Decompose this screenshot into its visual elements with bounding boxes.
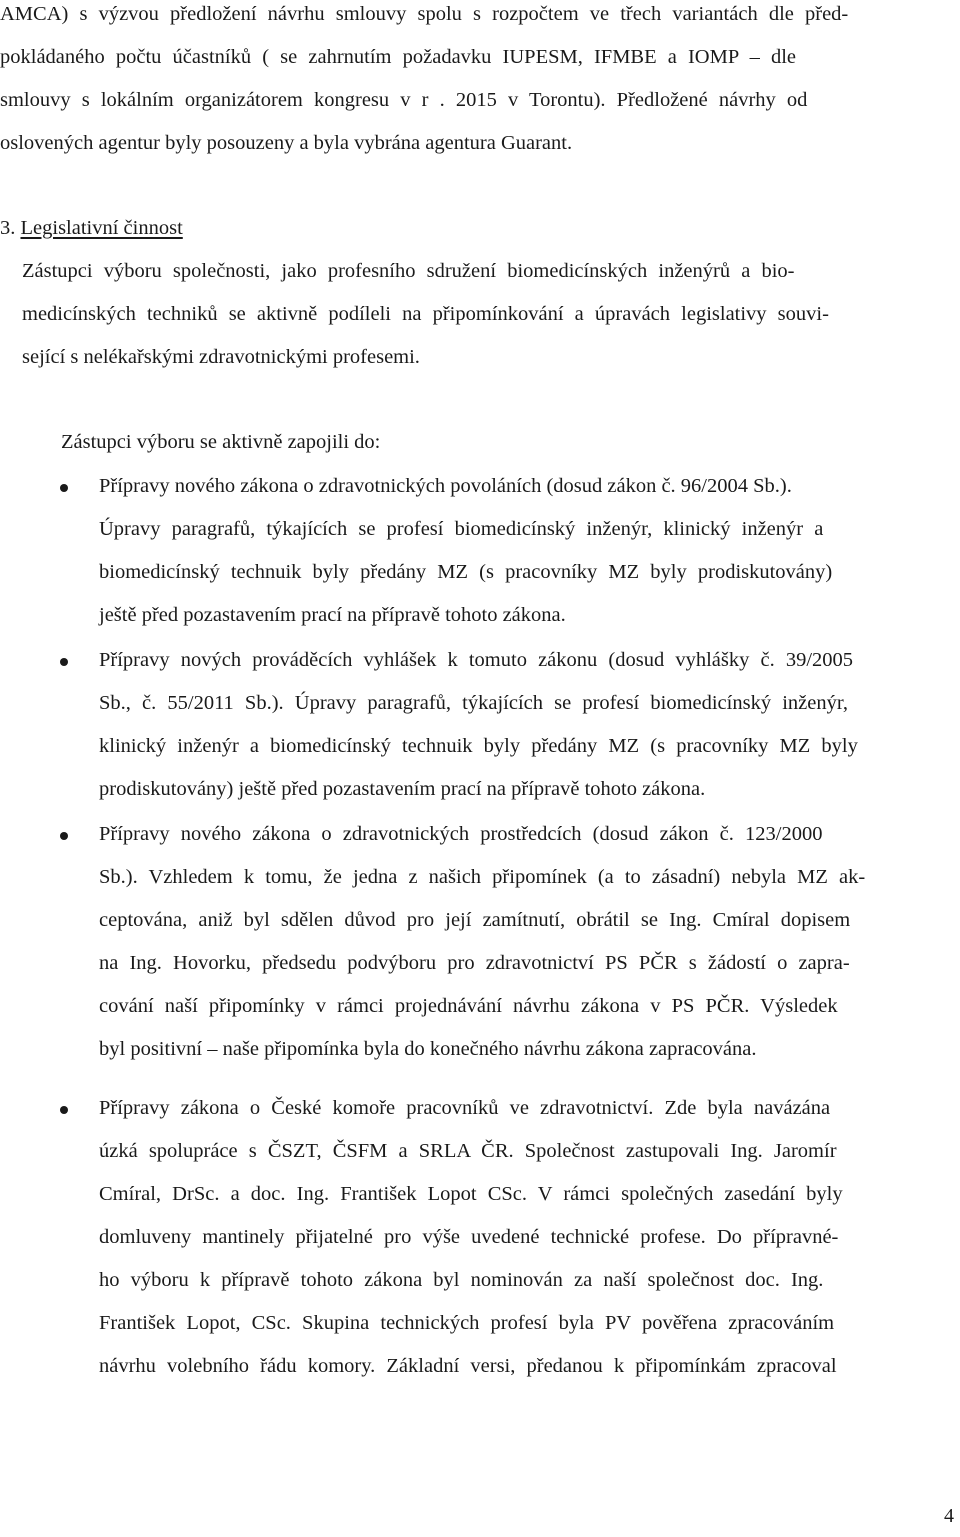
intro-line-4: oslovených agentur byly posouzeny a byla vybrána agentura Guarant. [0,132,573,154]
section-paragraph-line-2: medicínských techniků se aktivně podíleli na připomínkování a úpravách legislativy souvi- [22,303,829,325]
section-paragraph-line-3: sející s nelékařskými zdravotnickými profesemi. [22,346,420,368]
bullet-1-marker [60,484,68,492]
bullet-3-line-1: Přípravy nového zákona o zdravotnických prostředcích (dosud zákon č. 123/2000 [99,823,823,845]
bullet-4-line-4: domluveny mantinely přijatelné pro výše uvedené technické profese. Do přípravné- [99,1226,839,1248]
intro-line-3: smlouvy s lokálním organizátorem kongresu v r . 2015 v Torontu). Předložené návrhy od [0,89,808,111]
bullet-4-line-6: František Lopot, CSc. Skupina technických profesí byla PV pověřena zpracováním [99,1312,835,1334]
bullet-3-line-4: na Ing. Hovorku, předsedu podvýboru pro zdravotnictví PS PČR s žádostí o zapra- [99,952,850,974]
bullet-3-line-3: ceptována, aniž byl sdělen důvod pro její zamítnutí, obrátil se Ing. Cmíral dopisem [99,909,851,931]
bullet-4-line-5: ho výboru k přípravě tohoto zákona byl nominován za naší společnost doc. Ing. [99,1269,824,1291]
bullet-4-line-1: Přípravy zákona o České komoře pracovníků ve zdravotnictví. Zde byla navázána [99,1097,831,1119]
section-paragraph-line-1: Zástupci výboru společnosti, jako profesního sdružení biomedicínských inženýrů a bio- [22,260,795,282]
section-title: Legislativní činnost [20,217,183,239]
intro-line-1: AMCA) s výzvou předložení návrhu smlouvy spolu s rozpočtem ve třech variantách dle před- [0,3,849,25]
bullet-2-line-3: klinický inženýr a biomedicínský technuik byly předány MZ (s pracovníky MZ byly [99,735,858,757]
bullet-1-line-3: biomedicínský technuik byly předány MZ (s pracovníky MZ byly prodiskutovány) [99,561,833,583]
section-number: 3. [0,217,16,239]
bullet-1-line-1: Přípravy nového zákona o zdravotnických povoláních (dosud zákon č. 96/2004 Sb.). [99,475,792,497]
bullet-1-line-2: Úpravy paragrafů, týkajících se profesí biomedicínský inženýr, klinický inženýr a [99,518,824,540]
page-number: 4 [944,1505,954,1527]
bullet-2-line-2: Sb., č. 55/2011 Sb.). Úpravy paragrafů, týkajících se profesí biomedicínský inženýr, [99,692,848,714]
bullet-4-marker [60,1106,68,1114]
intro-line-2: pokládaného počtu účastníků ( se zahrnutím požadavku IUPESM, IFMBE a IOMP – dle [0,46,797,68]
bullet-2-line-4: prodiskutovány) ještě před pozastavením prací na přípravě tohoto zákona. [99,778,706,800]
bullet-2-marker [60,658,68,666]
bullet-2-line-1: Přípravy nových prováděcích vyhlášek k tomuto zákonu (dosud vyhlášky č. 39/2005 [99,649,854,671]
section-heading [0,218,183,239]
section-lead: Zástupci výboru se aktivně zapojili do: [61,431,381,453]
bullet-3-marker [60,832,68,840]
bullet-1-line-4: ještě před pozastavením prací na přípravě tohoto zákona. [99,604,566,626]
bullet-3-line-5: cování naší připomínky v rámci projednávání návrhu zákona v PS PČR. Výsledek [99,995,838,1017]
bullet-4-line-7: návrhu volebního řádu komory. Základní versi, předanou k připomínkám zpracoval [99,1355,837,1377]
bullet-3-line-6: byl positivní – naše připomínka byla do konečného návrhu zákona zapracována. [99,1038,757,1060]
bullet-3-line-2: Sb.). Vzhledem k tomu, že jedna z našich připomínek (a to zásadní) nebyla MZ ak- [99,866,866,888]
bullet-4-line-3: Cmíral, DrSc. a doc. Ing. František Lopot CSc. V rámci společných zasedání byly [99,1183,843,1205]
bullet-4-line-2: úzká spolupráce s ČSZT, ČSFM a SRLA ČR. Společnost zastupovali Ing. Jaromír [99,1140,837,1162]
